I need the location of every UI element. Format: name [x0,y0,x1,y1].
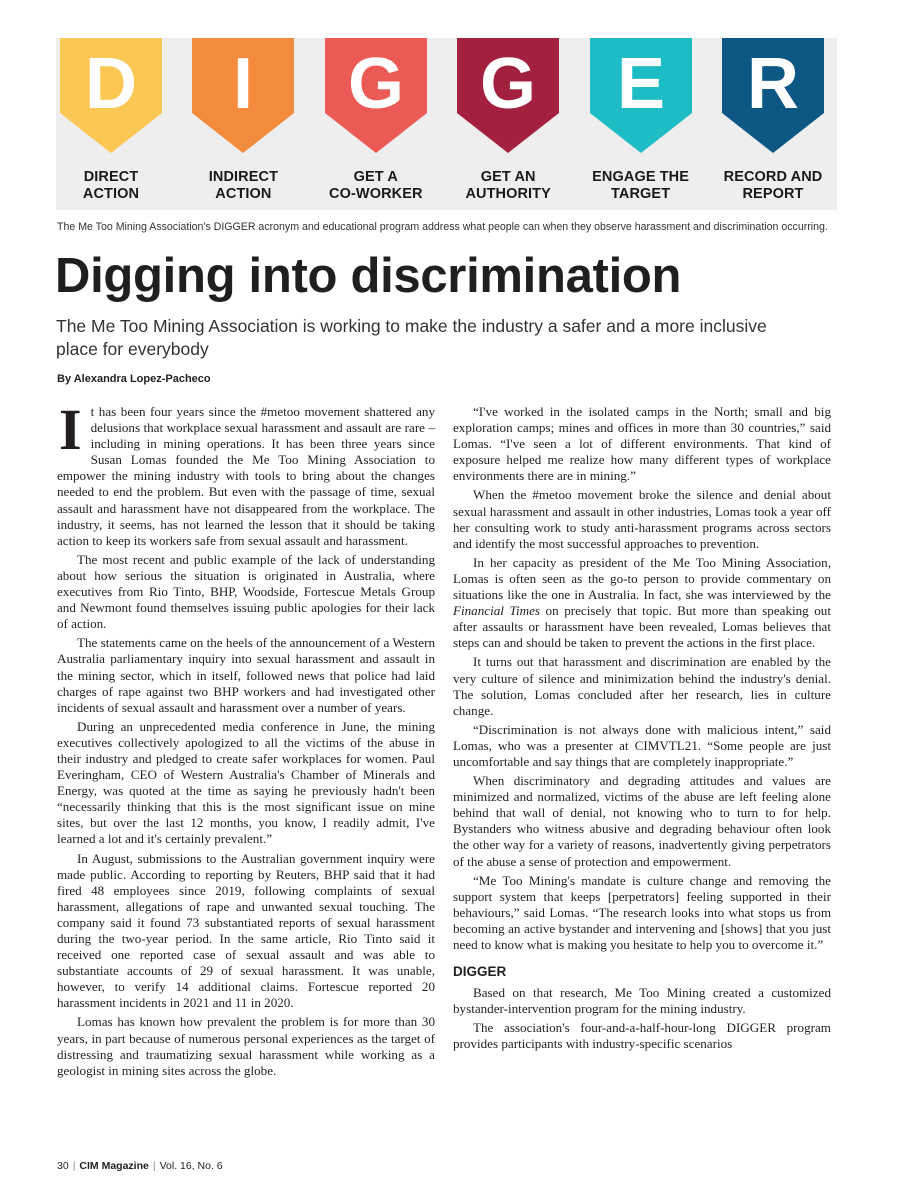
digger-banner [192,38,294,155]
digger-item [192,38,294,203]
digger-label: RECORD AND REPORT [723,169,823,202]
digger-label: INDIRECT ACTION [208,169,279,202]
digger-label: ENGAGE THE TARGET [592,169,690,202]
drop-cap: I [59,397,82,462]
paragraph: It has been four years since the #metoo movement shattered any delusions that workplace sexual harassment and assault are rare – including in mining operations. It has been three years since Susan Lomas founded the Me Too Mining Association to empower the mining industry with tools to bring about the changes needed to end the problem. But even with the passage of time, sexual assault and harassment have not disappeared from the workplace. The industry, it seems, has not learned the lesson that it should be taking action to keep its workers safe from sexual assault and harassment. [57,397,435,548]
paragraph: The statements came on the heels of the announcement of a Western Australia parliamentary inquiry into sexual harassment and assault in the mining sector, which in itself, followed news that police had laid charges of rape against two BHP workers and had investigated other incidents of sexual assault and harassment over a number of years. [57,635,435,715]
publication-name: Financial Times [453,603,541,619]
issue-info: Vol. 16, No. 6 [159,1160,223,1172]
banner-letter: G [480,44,537,124]
digger-banner [325,38,427,155]
paragraph: “Discrimination is not always done with malicious intent,” said Lomas, who was a presenter at CIMVTL21. “Some people are just uncomfortable and say things that are completely inappropriate.” [453,721,831,769]
paragraph: Lomas has known how prevalent the problem is for more than 30 years, in part because of numerous personal experiences as the target of distressing and traumatizing sexual harassment while working as a geologist in mining sites across the globe. [57,1014,435,1078]
paragraph: In August, submissions to the Australian government inquiry were made public. According to reporting by Reuters, BHP said that it had fired 48 employees since 2019, following complaints of sexual harassment, allegations of rape and unwanted sexual touching. The company said it found 73 substantiated reports of sexual harassment during the two-year period. In the same article, Rio Tinto said it received one reported case of sexual assault and was able to substantiate accounts of 29 of sexual harassment. It was unable, however, to verify 14 additional claims. Fortescue reported 20 harassment incidents in 2021 and 11 in 2020. [57,850,435,1011]
paragraph: The association's four-and-a-half-hour-long DIGGER program provides participants with industry-specific scenarios [453,1020,831,1052]
banner-letter: I [233,44,254,124]
banner-letter: G [347,44,404,124]
article-byline: By Alexandra Lopez-Pacheco [57,373,211,385]
digger-item [457,38,559,203]
digger-item [325,38,427,203]
digger-label: DIRECT ACTION [82,169,140,202]
banner-letter: E [616,44,665,124]
paragraph: When the #metoo movement broke the silence and denial about sexual harassment and assault in other industries, Lomas took a year off her consulting work to study anti-harassment programs across sectors and identify the most successful approaches to prevention. [453,487,831,551]
paragraph: Based on that research, Me Too Mining created a customized bystander-intervention program for the mining industry. [453,985,831,1017]
digger-label: GET A CO-WORKER [329,169,423,202]
paragraph: The most recent and public example of the lack of understanding about how serious the situation is originated in Australia, where executives from Rio Tinto, BHP, Woodside, Fortescue Metals Group and Newmont found themselves issuing public apologies for their lack of action. [57,551,435,632]
section-subhead: DIGGER [453,964,507,980]
article-deck: The Me Too Mining Association is working to make the industry a safer and a more inclusive place for everybody [56,316,767,359]
left-column [57,397,435,1082]
digger-banner [722,38,824,155]
banner-letter: R [747,44,799,124]
paragraph: It turns out that harassment and discrimination are enabled by the very culture of silence and minimization behind the industry's denial. The solution, Lomas concluded after her research, lies in culture change. [453,654,831,718]
right-column [453,404,831,1055]
digger-banner [457,38,559,155]
paragraph: During an unprecedented media conference in June, the mining executives collectively apologized to all the victims of the abuse in their industry and pledged to create safer workplaces for women. Paul Everingham, CEO of Western Australia's Chamber of Minerals and Energy, was quoted at the time as saying he previously hadn't been “necessarily thinking that this is the most significant issue on mine sites, but over the last 12 months, you know, I readily admit, I've learned a lot and it's certainly prevalent.” [57,718,435,847]
digger-item [722,38,824,203]
graphic-caption: The Me Too Mining Association's DIGGER acronym and educational program address what people can when they observe harassment and discrimination occurring. [57,221,828,233]
digger-item [60,38,162,203]
page-footer: 30 | CIM Magazine | Vol. 16, No. 6 [57,1160,223,1172]
paragraph: When discriminatory and degrading attitudes and values are minimized and normalized, victims of the abuse are left feeling alone behind that wall of denial, not knowing who to turn to for help. Bystanders who witness abusive and degrading behaviour often look the other way for a variety of reasons, inadvertently giving perpetrators of the abuse a sense of protection and empowerment. [453,773,831,869]
page-number: 30 [57,1160,69,1172]
digger-label: GET AN AUTHORITY [465,169,551,202]
paragraph: “I've worked in the isolated camps in the North; small and big exploration camps; mines and offices in more than 30 countries,” said Lomas. “I've seen a lot of different environments. That kind of exposure helped me realize how many different types of workplace environments there are in mining.” [453,404,831,484]
digger-banner [590,38,692,155]
paragraph: “Me Too Mining's mandate is culture change and removing the support system that keeps [perpetrators] feeling supported in their behaviours,” said Lomas. “The research looks into what stops us from becoming an active bystander and intervening and [shows] that you just need to know what is making you hesitate to help you to overcome it.” [453,872,831,952]
digger-banner [60,38,162,155]
banner-letter: D [85,44,137,124]
digger-item [590,38,692,203]
magazine-name: CIM Magazine [79,1160,149,1172]
paragraph: In her capacity as president of the Me Too Mining Association, Lomas is often seen as the go-to person to provide commentary on situations like the one in Australia. In fact, she was interviewed by the Financial Times on precisely that topic. But more than speaking out after assaults or harassment have been revealed, Lomas believes that steps can and should be taken to prevent the actions in the first place. [453,554,831,651]
article-headline: Digging into discrimination [55,249,682,303]
